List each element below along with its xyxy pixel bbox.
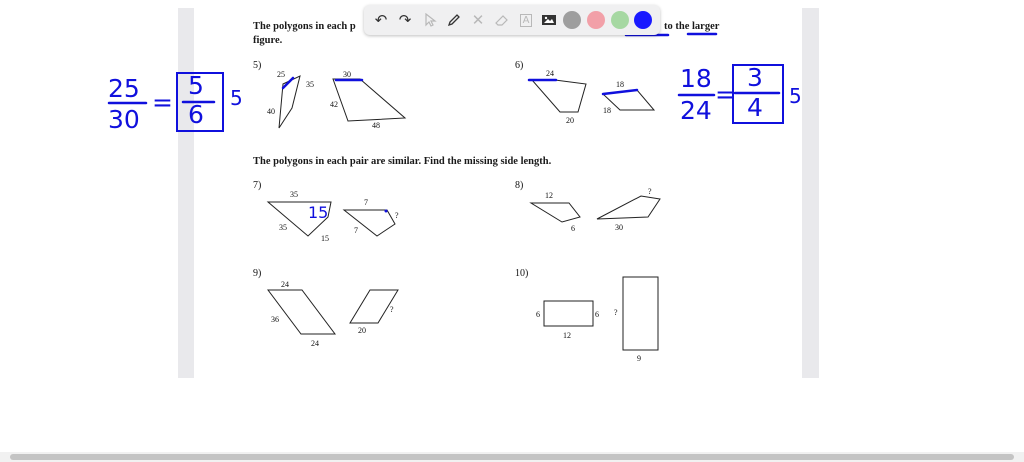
problem-9-number: 9) xyxy=(253,268,262,279)
problem-10-number: 10) xyxy=(515,268,529,279)
p5-label: 30 xyxy=(343,70,351,79)
redo-icon: ↷ xyxy=(398,11,412,29)
color-swatch-gray[interactable] xyxy=(563,11,581,29)
p8-label: 30 xyxy=(615,223,623,232)
p7-label: 7 xyxy=(364,198,368,207)
handwritten-left-annotation: 5 xyxy=(230,86,243,110)
p9-unknown-label: ? xyxy=(390,305,394,314)
p10-label: 9 xyxy=(637,354,641,363)
instruction-1-end: to the larger xyxy=(664,21,720,32)
p5-label: 35 xyxy=(306,80,314,89)
p9-label: 24 xyxy=(281,280,289,289)
instruction-1-line2: figure. xyxy=(253,35,283,46)
problem-8-number: 8) xyxy=(515,180,524,191)
horizontal-scrollbar-thumb[interactable] xyxy=(10,454,1014,460)
redo-button[interactable] xyxy=(394,9,416,31)
tools-icon: ✕ xyxy=(471,11,485,29)
instruction-1-start: The polygons in each p xyxy=(253,21,356,32)
text-tool-button[interactable] xyxy=(515,9,537,31)
instruction-2: The polygons in each pair are similar. Find the missing side length. xyxy=(253,156,552,167)
select-tool-button[interactable] xyxy=(419,9,441,31)
problem-6-number: 6) xyxy=(515,60,524,71)
p10-unknown-label: ? xyxy=(614,308,618,317)
handwritten-left-numerator: 25 xyxy=(108,74,140,103)
handwritten-right-equals: = xyxy=(715,80,736,109)
text-tool-label: A xyxy=(520,14,533,27)
handwritten-right-denominator: 24 xyxy=(680,96,712,125)
p9-label: 20 xyxy=(358,326,366,335)
pen-icon xyxy=(447,13,461,27)
p10-label: 12 xyxy=(563,331,571,340)
p6-label: 18 xyxy=(603,106,611,115)
p7-label: 7 xyxy=(354,226,358,235)
p7-label: 15 xyxy=(321,234,329,243)
handwritten-p7-note: 15 xyxy=(308,203,329,222)
handwritten-left-equals: = xyxy=(152,88,173,117)
annotation-toolbar xyxy=(364,5,660,35)
cursor-icon xyxy=(423,13,437,27)
color-swatch-green[interactable] xyxy=(611,11,629,29)
image-button[interactable] xyxy=(538,9,560,31)
p7-label: 35 xyxy=(290,190,298,199)
p5-label: 25 xyxy=(277,70,285,79)
p5-label: 40 xyxy=(267,107,275,116)
p5-label: 48 xyxy=(372,121,380,130)
p5-label: 42 xyxy=(330,100,338,109)
handwritten-left-box-denominator: 6 xyxy=(188,100,204,129)
handwritten-right-box-denominator: 4 xyxy=(747,93,763,122)
p10-label: 6 xyxy=(595,310,599,319)
eraser-button[interactable] xyxy=(491,9,513,31)
p8-unknown-label: ? xyxy=(648,187,652,196)
handwritten-right-box-numerator: 3 xyxy=(747,63,763,92)
p6-label: 18 xyxy=(616,80,624,89)
eraser-icon xyxy=(495,13,509,27)
p6-label: 24 xyxy=(546,69,554,78)
p9-label: 36 xyxy=(271,315,279,324)
p7-unknown-label: ? xyxy=(395,211,399,220)
handwritten-right-numerator: 18 xyxy=(680,64,712,93)
undo-button[interactable] xyxy=(370,9,392,31)
undo-icon: ↶ xyxy=(374,11,388,29)
handwritten-left-denominator: 30 xyxy=(108,105,140,134)
p8-label: 12 xyxy=(545,191,553,200)
problem-7-number: 7) xyxy=(253,180,262,191)
p7-label: 35 xyxy=(279,223,287,232)
page-gutter-left xyxy=(178,8,194,378)
p6-label: 20 xyxy=(566,116,574,125)
p8-label: 6 xyxy=(571,224,575,233)
image-icon xyxy=(541,13,557,27)
problem-5-number: 5) xyxy=(253,60,262,71)
p10-label: 6 xyxy=(536,310,540,319)
color-swatch-pink[interactable] xyxy=(587,11,605,29)
page-gutter-right xyxy=(802,8,819,378)
handwritten-right-annotation: 5 xyxy=(789,84,802,108)
tools-button[interactable] xyxy=(467,9,489,31)
p9-label: 24 xyxy=(311,339,319,348)
color-swatch-blue[interactable] xyxy=(634,11,652,29)
handwritten-left-box-numerator: 5 xyxy=(188,71,204,100)
pen-tool-button[interactable] xyxy=(443,9,465,31)
